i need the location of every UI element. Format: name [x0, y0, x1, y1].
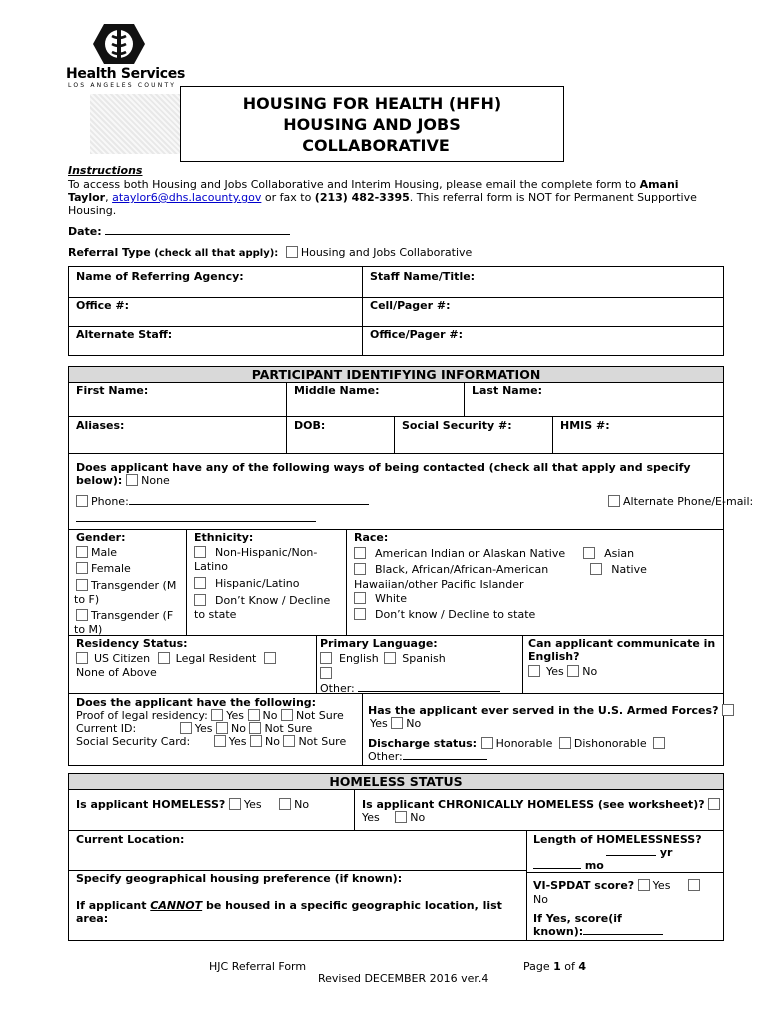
doc-proof-yes-checkbox[interactable]	[211, 709, 223, 721]
eth-hisp-checkbox[interactable]	[194, 577, 206, 589]
armed-yes-label: Yes	[370, 717, 388, 730]
doc-id-label: Current ID:	[76, 722, 137, 735]
footer-of: of	[560, 960, 579, 973]
email-link[interactable]: ataylor6@dhs.lacounty.gov	[112, 191, 262, 204]
doc-proof-no-label: No	[262, 709, 278, 722]
discharge-honorable-checkbox[interactable]	[481, 737, 493, 749]
chronic-label: Is applicant CHRONICALLY HOMELESS (see worksheet)?	[362, 798, 705, 811]
lang-other-label: Other:	[320, 682, 355, 695]
doc-proof-ns-checkbox[interactable]	[281, 709, 293, 721]
length-mo-label: mo	[584, 859, 604, 872]
discharge-other-input[interactable]	[403, 750, 487, 760]
contact-name2: Taylor	[68, 191, 106, 204]
lang-other-row	[320, 682, 500, 695]
footer-page-word: Page	[523, 960, 554, 973]
doc-ss-ns-checkbox[interactable]	[283, 735, 295, 747]
length-mo-input[interactable]	[533, 859, 581, 869]
office-pager-label: Office/Pager #:	[370, 328, 464, 341]
phone-input[interactable]	[129, 495, 369, 505]
vispdat-yes-label: Yes	[652, 879, 671, 892]
hmis-label: HMIS #:	[560, 419, 610, 432]
res-us-checkbox[interactable]	[76, 652, 88, 664]
date-row	[68, 225, 290, 238]
comm-no-label: No	[582, 665, 598, 678]
lang-other-input[interactable]	[358, 682, 500, 692]
race-label: Race:	[354, 531, 389, 544]
chronic-yes-label: Yes	[362, 811, 380, 824]
contact-question-line2: below):	[76, 474, 123, 487]
armed-no-checkbox[interactable]	[391, 717, 403, 729]
ssn-label: Social Security #:	[402, 419, 512, 432]
eth-hisp-label: Hispanic/Latino	[215, 577, 300, 590]
gender-tm-label1: Transgender (M	[91, 579, 177, 592]
vispdat-row	[533, 879, 703, 892]
lang-other-checkbox[interactable]	[320, 667, 332, 679]
title-box	[180, 86, 564, 162]
race-ai-checkbox[interactable]	[354, 547, 366, 559]
doc-proof-ns-label: Not Sure	[296, 709, 344, 722]
title-line1: HOUSING FOR HEALTH (HFH)	[242, 94, 502, 113]
logo-sub: LOS ANGELES COUNTY	[68, 82, 177, 89]
cannot-text1b: be housed in a specific geographic location, list	[202, 899, 502, 912]
referral-type-row	[68, 246, 472, 259]
eth-nonhisp-checkbox[interactable]	[194, 546, 206, 558]
eth-dk-label1: Don’t Know / Decline	[215, 594, 331, 607]
referral-type-label: Referral Type	[68, 246, 151, 259]
homeless-no-checkbox[interactable]	[279, 798, 291, 810]
lang-en-label: English	[339, 652, 379, 665]
race-white-label: White	[375, 592, 407, 605]
date-input[interactable]	[105, 225, 290, 235]
chronic-no-label: No	[410, 811, 426, 824]
hjc-checkbox[interactable]	[286, 246, 298, 258]
alt-phone-row	[608, 495, 753, 508]
communicate-label2: English?	[528, 650, 580, 663]
res-none-checkbox[interactable]	[264, 652, 276, 664]
discharge-other-checkbox[interactable]	[653, 737, 665, 749]
doc-id-ns-label: Not Sure	[264, 722, 313, 735]
doc-ss-no-checkbox[interactable]	[250, 735, 262, 747]
instructions-heading: Instructions	[68, 164, 143, 177]
res-legal-label: Legal Resident	[175, 652, 257, 665]
length-yr-row	[606, 846, 672, 859]
score-input[interactable]	[583, 925, 663, 935]
residency-label: Residency Status:	[76, 637, 188, 650]
race-dk-label: Don’t know / Decline to state	[375, 608, 536, 621]
gender-female-label: Female	[91, 562, 131, 575]
length-yr-label: yr	[659, 846, 673, 859]
armed-yes-checkbox[interactable]	[722, 704, 734, 716]
doc-id-ns-checkbox[interactable]	[249, 722, 261, 734]
gender-tm-checkbox[interactable]	[76, 579, 88, 591]
instructions-text2: or fax to	[261, 191, 315, 204]
comm-no-checkbox[interactable]	[567, 665, 579, 677]
discharge-row	[368, 737, 668, 750]
has-following-label: Does the applicant have the following:	[76, 696, 317, 709]
middle-name-label: Middle Name:	[294, 384, 380, 397]
title-line2: HOUSING AND JOBS	[283, 115, 461, 134]
gender-tm-label2: to F)	[74, 593, 100, 606]
homeless-yes-label: Yes	[243, 798, 262, 811]
instructions-text1: To access both Housing and Jobs Collaborative and Interim Housing, please email the complete form to	[68, 178, 640, 191]
discharge-other-row	[368, 750, 487, 763]
chronic-options	[362, 811, 425, 824]
armed-no-label: No	[406, 717, 422, 730]
vispdat-no-label: No	[533, 893, 548, 906]
res-legal-checkbox[interactable]	[158, 652, 170, 664]
cannot-text1a: If applicant	[76, 899, 151, 912]
gender-options	[76, 545, 176, 637]
doc-proof-no-checkbox[interactable]	[248, 709, 260, 721]
doc-ss-no-label: No	[264, 735, 280, 748]
geo-pref-label: Specify geographical housing preference (if known):	[76, 872, 403, 885]
watermark-image	[90, 94, 180, 154]
health-services-logo-icon	[92, 22, 146, 66]
homeless-header: HOMELESS STATUS	[68, 773, 724, 790]
doc-ss-ns-label: Not Sure	[298, 735, 347, 748]
doc-ss-yes-checkbox[interactable]	[214, 735, 226, 747]
hjc-option-label: Housing and Jobs Collaborative	[300, 246, 473, 259]
race-ai-label: American Indian or Alaskan Native	[375, 547, 566, 560]
race-native-label: Native	[611, 563, 647, 576]
participant-header: PARTICIPANT IDENTIFYING INFORMATION	[68, 366, 724, 383]
vispdat-yes-checkbox[interactable]	[638, 879, 650, 891]
chronic-no-checkbox[interactable]	[395, 811, 407, 823]
cannot-text2: area:	[76, 912, 109, 925]
gender-tf-label1: Transgender (F	[91, 609, 174, 622]
gender-tf-checkbox[interactable]	[76, 609, 88, 621]
contact-none-label: None	[141, 474, 170, 487]
race-black-checkbox[interactable]	[354, 563, 366, 575]
eth-nonhisp-label2: Latino	[194, 560, 228, 573]
chronic-yes-checkbox[interactable]	[708, 798, 720, 810]
last-name-label: Last Name:	[472, 384, 543, 397]
office-label: Office #:	[76, 299, 130, 312]
footer-page-num: 1	[553, 960, 561, 973]
communicate-label1: Can applicant communicate in	[528, 637, 716, 650]
doc-id-no-checkbox[interactable]	[216, 722, 228, 734]
homeless-no-label: No	[294, 798, 310, 811]
res-none-label: None of Above	[76, 666, 157, 679]
lang-en-checkbox[interactable]	[320, 652, 332, 664]
doc-ss-row	[76, 735, 346, 748]
vispdat-label: VI-SPDAT score?	[533, 879, 635, 892]
is-homeless-label: Is applicant HOMELESS?	[76, 798, 226, 811]
race-dk-checkbox[interactable]	[354, 608, 366, 620]
residency-options	[76, 652, 279, 665]
footer-form-name: HJC Referral Form	[209, 960, 307, 973]
score-label	[533, 912, 663, 938]
eth-dk-label2: to state	[194, 608, 237, 621]
chronic-row	[362, 798, 723, 811]
race-asian-checkbox[interactable]	[583, 547, 595, 559]
alt-phone-input[interactable]	[76, 512, 316, 522]
res-us-label: US Citizen	[94, 652, 151, 665]
length-yr-input[interactable]	[606, 846, 656, 856]
current-location-label: Current Location:	[76, 833, 185, 846]
vispdat-no-checkbox[interactable]	[688, 879, 700, 891]
lang-es-checkbox[interactable]	[384, 652, 396, 664]
race-hawaii-label: Hawaiian/other Pacific Islander	[354, 578, 524, 591]
communicate-label	[528, 637, 715, 663]
doc-ss-yes-label: Yes	[228, 735, 247, 748]
doc-id-no-label: No	[231, 722, 246, 735]
date-label: Date:	[68, 225, 102, 238]
contact-question	[76, 461, 716, 487]
alt-phone-label: Alternate Phone/E-mail:	[623, 495, 754, 508]
language-label: Primary Language:	[320, 637, 438, 650]
contact-question-line1: Does applicant have any of the following ways of being contacted (check all that apply and specify	[76, 461, 691, 474]
language-options	[320, 652, 446, 665]
phone-checkbox[interactable]	[76, 495, 88, 507]
armed-forces-label: Has the applicant ever served in the U.S. Armed Forces?	[368, 704, 719, 717]
discharge-dishonorable-checkbox[interactable]	[559, 737, 571, 749]
footer-page	[523, 960, 586, 973]
eth-dk-checkbox[interactable]	[194, 594, 206, 606]
doc-ss-label: Social Security Card:	[76, 735, 191, 748]
cell-label: Cell/Pager #:	[370, 299, 451, 312]
instructions-text	[68, 178, 728, 217]
lang-other-checkbox-wrap	[320, 667, 335, 680]
phone-row	[76, 495, 369, 508]
doc-id-yes-checkbox[interactable]	[180, 722, 192, 734]
race-options	[354, 546, 724, 623]
doc-proof-yes-label: Yes	[226, 709, 245, 722]
armed-options	[370, 717, 421, 730]
race-asian-label: Asian	[604, 547, 635, 560]
doc-proof-row	[76, 709, 344, 722]
referral-type-hint: (check all that apply):	[154, 248, 279, 259]
instructions-text3: . This referral form is NOT for Permanent Supportive	[409, 191, 697, 204]
doc-id-row	[76, 722, 312, 735]
is-homeless-row	[76, 798, 309, 811]
footer-total-pages: 4	[578, 960, 587, 973]
contact-none-checkbox[interactable]	[126, 474, 138, 486]
staff-name-label: Staff Name/Title:	[370, 270, 476, 283]
armed-forces-question	[368, 704, 737, 717]
instructions-text4: Housing.	[68, 204, 117, 217]
length-homeless-label: Length of HOMELESSNESS?	[533, 833, 702, 846]
ethnicity-label: Ethnicity:	[194, 531, 254, 544]
gender-tf-label2: to M)	[74, 623, 103, 636]
aliases-label: Aliases:	[76, 419, 125, 432]
footer-revised: Revised DECEMBER 2016 ver.4	[318, 972, 489, 985]
alternate-staff-label: Alternate Staff:	[76, 328, 173, 341]
cannot-housed-label	[76, 899, 502, 925]
comm-yes-label: Yes	[546, 665, 564, 678]
score-label2: known):	[533, 925, 584, 938]
communicate-options	[528, 665, 597, 678]
discharge-other-label: Other:	[368, 750, 403, 763]
ethnicity-options	[194, 546, 344, 622]
discharge-label: Discharge status:	[368, 737, 478, 750]
gender-female-checkbox[interactable]	[76, 562, 88, 574]
logo-org-name: Health Services	[66, 66, 186, 82]
gender-male-label: Male	[91, 546, 118, 559]
gender-label: Gender:	[76, 531, 126, 544]
referring-agency-label: Name of Referring Agency:	[76, 270, 244, 283]
gender-male-checkbox[interactable]	[76, 546, 88, 558]
contact-name1: Amani	[639, 178, 679, 191]
race-white-checkbox[interactable]	[354, 592, 366, 604]
title-line3: COLLABORATIVE	[302, 136, 450, 155]
doc-proof-label: Proof of legal residency:	[76, 709, 208, 722]
dob-label: DOB:	[294, 419, 326, 432]
lang-es-label: Spanish	[402, 652, 446, 665]
race-black-label: Black, African/African-American	[375, 563, 549, 576]
fax-number: (213) 482-3395	[314, 191, 410, 204]
alt-phone-checkbox[interactable]	[608, 495, 620, 507]
race-native-checkbox[interactable]	[590, 563, 602, 575]
discharge-dishonorable-label: Dishonorable	[573, 737, 647, 750]
phone-label: Phone:	[91, 495, 129, 508]
length-mo-row	[533, 859, 604, 872]
comm-yes-checkbox[interactable]	[528, 665, 540, 677]
first-name-label: First Name:	[76, 384, 149, 397]
doc-id-yes-label: Yes	[194, 722, 213, 735]
score-label1: If Yes, score(if	[533, 912, 622, 925]
cannot-word: CANNOT	[150, 899, 203, 912]
comma: ,	[105, 191, 113, 204]
homeless-yes-checkbox[interactable]	[229, 798, 241, 810]
eth-nonhisp-label1: Non-Hispanic/Non-	[215, 546, 318, 559]
discharge-honorable-label: Honorable	[495, 737, 553, 750]
